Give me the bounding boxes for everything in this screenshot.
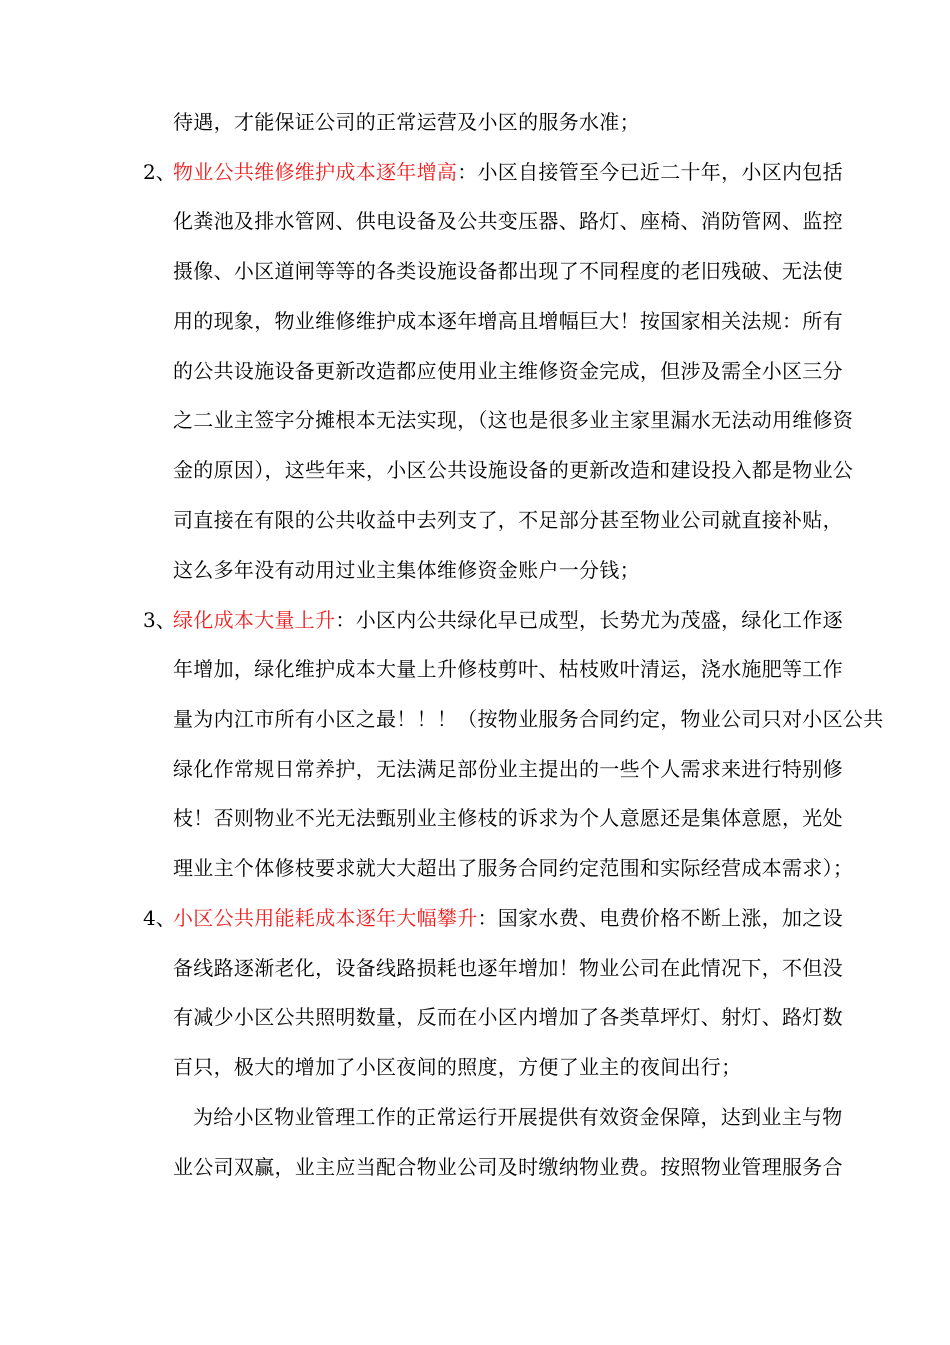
closing-line: 业公司双赢，业主应当配合物业公司及时缴纳物业费。按照物业管理服务合 — [173, 1155, 843, 1179]
closing-line: 为给小区物业管理工作的正常运行开展提供有效资金保障，达到业主与物 — [193, 1105, 843, 1129]
item-4-number: 4、 — [143, 906, 176, 930]
item-2-first-line — [173, 160, 843, 184]
item-2-line: 之二业主签字分摊根本无法实现，（这也是很多业主家里漏水无法动用维修资 — [173, 408, 854, 432]
item-3-line: 枝！否则物业不光无法甄别业主修枝的诉求为个人意愿还是集体意愿，光处 — [173, 806, 843, 830]
item-3-number: 3、 — [143, 608, 176, 632]
item-4-line-text: ：国家水费、电费价格不断上涨，加之设 — [477, 906, 843, 930]
item-2-line: 用的现象，物业维修维护成本逐年增高且增幅巨大！按国家相关法规：所有 — [173, 309, 843, 333]
item-2-line: 摄像、小区道闸等等的各类设施设备都出现了不同程度的老旧残破、无法使 — [173, 259, 843, 283]
item-2-number: 2、 — [143, 160, 176, 184]
item-2-heading: 物业公共维修维护成本逐年增高 — [173, 160, 458, 184]
item-4-first-line — [173, 906, 843, 930]
item-3-line: 量为内江市所有小区之最！！！（按物业服务合同约定，物业公司只对小区公共 — [173, 707, 884, 731]
item-2-line: 这么多年没有动用过业主集体维修资金账户一分钱； — [173, 558, 640, 582]
item-3-line: 理业主个体修枝要求就大大超出了服务合同约定范围和实际经营成本需求）； — [173, 856, 854, 880]
item-2-line: 化粪池及排水管网、供电设备及公共变压器、路灯、座椅、消防管网、监控 — [173, 209, 843, 233]
item-4-line: 有减少小区公共照明数量，反而在小区内增加了各类草坪灯、射灯、路灯数 — [173, 1005, 843, 1029]
item-3-line: 年增加，绿化维护成本大量上升修枝剪叶、枯枝败叶清运，浇水施肥等工作 — [173, 657, 843, 681]
item-3-heading: 绿化成本大量上升 — [173, 608, 336, 632]
item-2-line: 司直接在有限的公共收益中去列支了，不足部分甚至物业公司就直接补贴， — [173, 508, 843, 532]
item-2-line-text: ：小区自接管至今已近二十年，小区内包括 — [457, 160, 843, 184]
item-3-line: 绿化作常规日常养护，无法满足部份业主提出的一些个人需求来进行特别修 — [173, 757, 843, 781]
item-2-line: 的公共设施设备更新改造都应使用业主维修资金完成，但涉及需全小区三分 — [173, 359, 843, 383]
item-2-line: 金的原因），这些年来，小区公共设施设备的更新改造和建设投入都是物业公 — [173, 458, 854, 482]
item-3-first-line — [173, 608, 843, 632]
intro-tail-line: 待遇，才能保证公司的正常运营及小区的服务水准； — [173, 110, 640, 134]
item-4-heading: 小区公共用能耗成本逐年大幅攀升 — [173, 906, 478, 930]
item-3-line-text: ：小区内公共绿化早已成型，长势尤为茂盛，绿化工作逐 — [335, 608, 843, 632]
item-4-line: 百只，极大的增加了小区夜间的照度，方便了业主的夜间出行； — [173, 1055, 742, 1079]
item-4-line: 备线路逐渐老化，设备线路损耗也逐年增加！物业公司在此情况下，不但没 — [173, 956, 843, 980]
